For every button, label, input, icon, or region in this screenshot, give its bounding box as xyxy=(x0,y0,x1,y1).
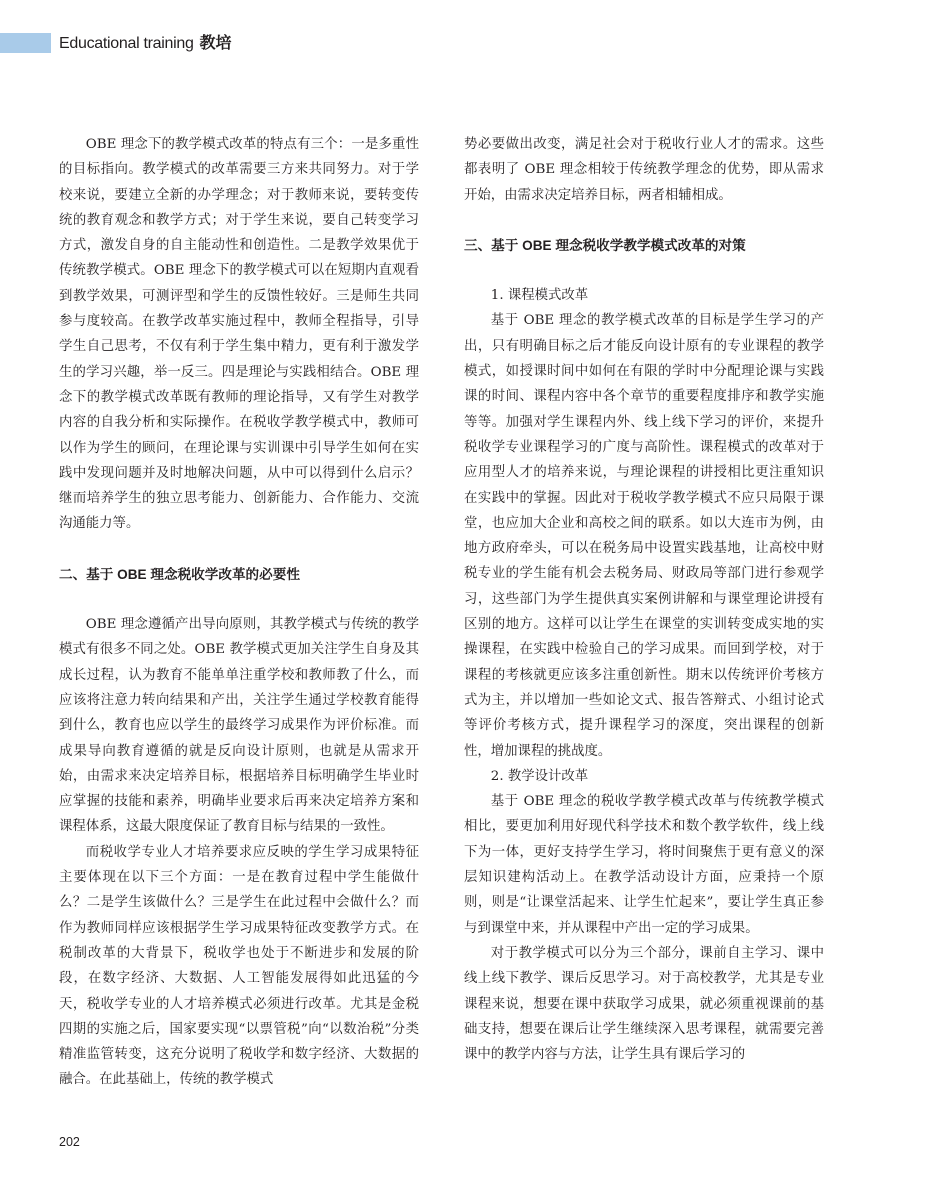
header-title-en: Educational training xyxy=(59,35,194,52)
body-paragraph: 对于教学模式可以分为三个部分，课前自主学习、课中线上线下教学、课后反思学习。对于高校教学，尤其是专业课程来说，想要在课中获取学习成果，就必须重视课前的基础支持，想要在课后让学生继续深入思考课程，就需要完善课中的教学内容与方法，让学生具有课后学习的 xyxy=(464,945,824,1063)
header-accent-bar xyxy=(0,33,51,53)
right-column xyxy=(464,132,824,1067)
body-paragraph: 基于 OBE 理念的教学模式改革的目标是学生学习的产出，只有明确目标之后才能反向设计原有的专业课程的教学模式，如授课时间中如何在有限的学时中分配理论课与实践课的时间、课程内容中各个章节的重要程度排序和教学实施等等。加强对学生课程内外、线上线下学习的评价，来提升税收学专业课程学习的广度与高阶性。课程模式的改革对于应用型人才的培养来说，与理论课程的讲授相比更注重知识在实践中的掌握。因此对于税收学教学模式不应只局限于课堂，也应加大企业和高校之间的联系。如以大连市为例，由地方政府牵头，可以在税务局中设置实践基地，让高校中财税专业的学生能有机会去税务局、财政局等部门进行参观学习，这些部门为学生提供真实案例讲解和与课堂理论讲授有区别的地方。这样可以让学生在课堂的实训转变成实地的实操课程，在实践中检验自己的学习成果。而回到学校，对于课程的考核就更应该多注重创新性。期末以传统评价考核方式为主，并以增加一些如论文式、报告答辩式、小组讨论式等评价考核方式，提升课程学习的深度，突出课程的创新性，增加课程的挑战度。 xyxy=(464,313,824,759)
section-heading: 二、基于 OBE 理念税收学改革的必要性 xyxy=(59,566,300,582)
left-column xyxy=(59,132,419,1093)
body-paragraph: 基于 OBE 理念的税收学教学模式改革与传统教学模式相比，要更加利用好现代科学技术和数个教学软件，线上线下为一体，更好支持学生学习，将时间聚焦于更有意义的深层知识建构活动上。在教学活动设计方面，应秉持一个原则，则是“让课堂活起来、让学生忙起来”，要让学生真正参与到课堂中来，并从课程中产出一定的学习成果。 xyxy=(464,794,824,936)
header-title-cn: 教培 xyxy=(199,35,232,52)
page-number: 202 xyxy=(59,1135,80,1149)
subsection-heading: 1. 课程模式改革 xyxy=(490,288,589,304)
body-paragraph: OBE 理念下的教学模式改革的特点有三个：一是多重性的目标指向。教学模式的改革需要三方来共同努力。对于学校来说，要建立全新的办学理念；对于教师来说，要转变传统的教育观念和教学方式；对于学生来说，要自己转变学习方式，激发自身的自主能动性和创造性。二是教学效果优于传统教学模式。OBE 理念下的教学模式可以在短期内直观看到教学效果，可测评型和学生的反馈性较好。三是师生共同参与度较高。在教学改革实施过程中，教师全程指导，引导学生自己思考，不仅有利于学生集中精力，更有利于激发学生的学习兴趣，举一反三。四是理论与实践相结合。OBE 理念下的教学模式改革既有教师的理论指导，又有学生对教学内容的自我分析和实际操作。在税收学教学模式中，教师可以作为学生的顾问，在理论课与实训课中引导学生如何在实践中发现问题并及时地解决问题，从中可以得到什么启示？继而培养学生的独立思考能力、创新能力、合作能力、交流沟通能力等。 xyxy=(59,137,419,532)
body-paragraph: OBE 理念遵循产出导向原则，其教学模式与传统的教学模式有很多不同之处。OBE 教学模式更加关注学生自身及其成长过程，认为教育不能单单注重学校和教师教了什么，而应该将注意力转向结果和产出，关注学生通过学校教育能得到什么，教育也应以学生的最终学习成果作为评价标准。而成果导向教育遵循的就是反向设计原则，也就是从需求开始，由需求来决定培养目标，根据培养目标明确学生毕业时应掌握的技能和素养，明确毕业要求后再来决定培养方案和课程体系，这最大限度保证了教育目标与结果的一致性。 xyxy=(59,617,419,835)
running-header xyxy=(59,33,232,55)
section-heading: 三、基于 OBE 理念税收学教学模式改革的对策 xyxy=(464,237,746,253)
body-paragraph: 而税收学专业人才培养要求应反映的学生学习成果特征主要体现在以下三个方面：一是在教育过程中学生能做什么？二是学生该做什么？三是学生在此过程中会做什么？而作为教师同样应该根据学生学习成果特征改变教学方式。在税制改革的大背景下，税收学也处于不断进步和发展的阶段，在数字经济、大数据、人工智能发展得如此迅猛的今天，税收学专业的人才培养模式必须进行改革。尤其是金税四期的实施之后，国家要实现“以票管税”向“以数治税”分类精准监管转变，这充分说明了税收学和数字经济、大数据的融合。在此基础上，传统的教学模式 xyxy=(59,844,419,1088)
subsection-heading: 2. 教学设计改革 xyxy=(490,768,589,784)
body-paragraph: 势必要做出改变，满足社会对于税收行业人才的需求。这些都表明了 OBE 理念相较于传统教学理念的优势，即从需求开始，由需求决定培养目标，两者相辅相成。 xyxy=(464,137,824,203)
